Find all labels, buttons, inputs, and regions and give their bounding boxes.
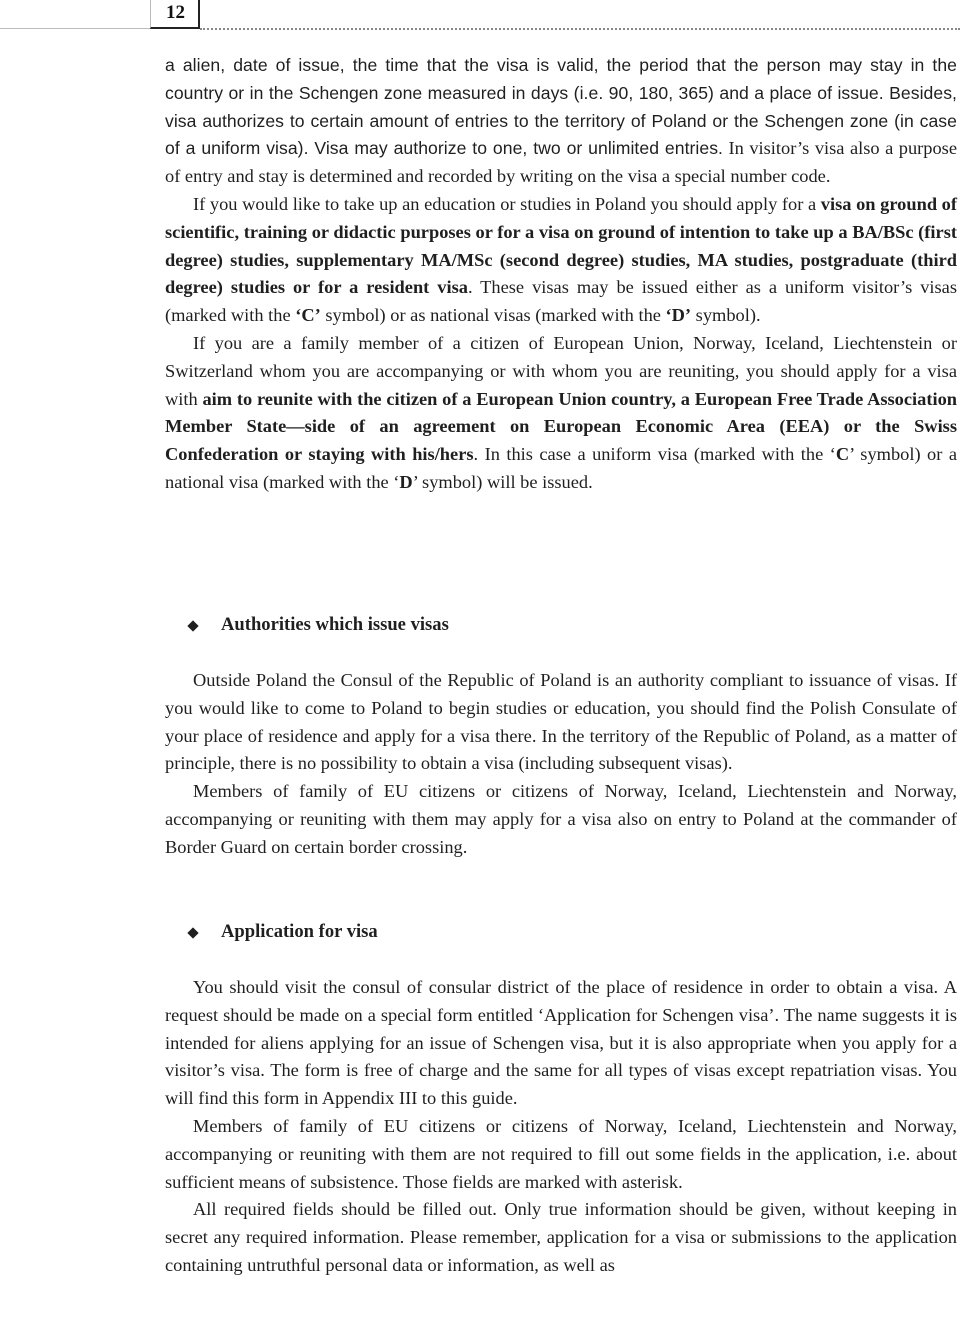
p2-symbol-c: ‘C’ [295, 305, 321, 326]
page-number: 12 [166, 2, 185, 23]
p2-symbol-d: ‘D’ [665, 305, 692, 326]
p3-text-c: ’ symbol) or a national visa (marked with the ‘ [165, 444, 957, 492]
intro-paragraph-1 [165, 52, 957, 191]
application-paragraph-3: All required fields should be filled out. Only true information should be given, without keeping in secret any required information. Please remember, application for a visa or submissions to the application containing untruthful personal data or information, as well as [165, 1199, 957, 1275]
section-heading-application [165, 918, 957, 946]
authorities-paragraph-2: Members of family of EU citizens or citizens of Norway, Iceland, Liechtenstein and Norway, accompanying or reuniting with them may apply for a visa also on entry to Poland at the commander of Border Guard on certain border crossing. [165, 781, 957, 857]
application-paragraph-1: You should visit the consul of consular district of the place of residence in order to obtain a visa. A request should be made on a special form entitled ‘Application for Schengen visa’. The name suggests it is intended for aliens applying for an issue of Schengen visa, but it is also appropriate when you apply for a visitor’s visa. The form is free of charge and the same for all types of visas except repatriation visas. You will find this form in Appendix III to this guide. [165, 977, 957, 1109]
intro-paragraph-1-serif: In visitor’s visa also a purpose of entry and stay is determined and recorded by writing on the visa a special number code. [165, 138, 957, 187]
diamond-bullet-icon [187, 927, 198, 938]
intro-paragraph-2 [165, 191, 957, 330]
header-dotted-rule [200, 28, 960, 30]
authorities-paragraph-1: Outside Poland the Consul of the Republic of Poland is an authority compliant to issuance of visas. If you would like to come to Poland to begin studies or education, you should find the Polish Consulate of your place of residence and apply for a visa there. In the territory of the Republic of Poland, as a matter of principle, there is no possibility to obtain a visa (including subsequent visas). [165, 670, 957, 774]
p3-bold-reunite: aim to reunite with the citizen of a European Union country, a European Free Trade Association Member State—side of an agreement on European Economic Area (EEA) or the Swiss Confederation or staying with his/hers [165, 388, 957, 465]
intro-paragraph-3 [165, 330, 957, 497]
section-title-application: Application for visa [221, 921, 378, 942]
page-header [0, 0, 960, 30]
p3-symbol-c: C [835, 444, 850, 465]
p3-text-d: ’ symbol) will be issued. [412, 471, 593, 492]
intro-text [165, 52, 957, 497]
p3-text-a: If you are a family member of a citizen of European Union, Norway, Iceland, Liechtenstein or Switzerland whom you are accompanying or with whom you are reuniting, you should apply for a visa with [165, 332, 957, 409]
application-text [165, 974, 957, 1280]
p3-symbol-d: D [399, 471, 413, 492]
p2-text-a: If you would like to take up an education or studies in Poland you should apply for a [193, 193, 821, 214]
section-heading-authorities [165, 611, 957, 639]
application-paragraph-2: Members of family of EU citizens or citizens of Norway, Iceland, Liechtenstein and Norway, accompanying or reuniting with them are not required to fill out some fields in the application, i.e. about sufficient means of subsistence. Those fields are marked with asterisk. [165, 1115, 957, 1192]
p3-text-b: . In this case a uniform visa (marked with the ‘ [473, 444, 836, 465]
intro-paragraph-1-sans: a alien, date of issue, the time that the visa is valid, the period that the person may stay in the country or in the Schengen zone measured in days (i.e. 90, 180, 365) and a place of issue. Besides, visa authorizes to certain amount of entries to the territory of Poland or the Schengen zone (in case of a uniform visa). Visa may authorize to one, two or unlimited entries. [165, 55, 957, 159]
p2-text-b: . These visas may be issued either as a uniform visitor’s visas (marked with the [165, 277, 957, 326]
p2-text-d: symbol). [691, 305, 761, 326]
header-rule-left [0, 28, 150, 29]
diamond-bullet-icon [187, 620, 198, 631]
section-title-authorities: Authorities which issue visas [221, 614, 449, 635]
p2-text-c: symbol) or as national visas (marked with the [320, 305, 666, 326]
authorities-text [165, 667, 957, 862]
p2-bold-visa-types: visa on ground of scientific, training or didactic purposes or for a visa on ground of intention to take up a BA/BSc (first degree) studies, supplementary MA/MSc (second degree) studies, MA studies, postgraduate (third degree) studies or for a resident visa [165, 193, 957, 298]
